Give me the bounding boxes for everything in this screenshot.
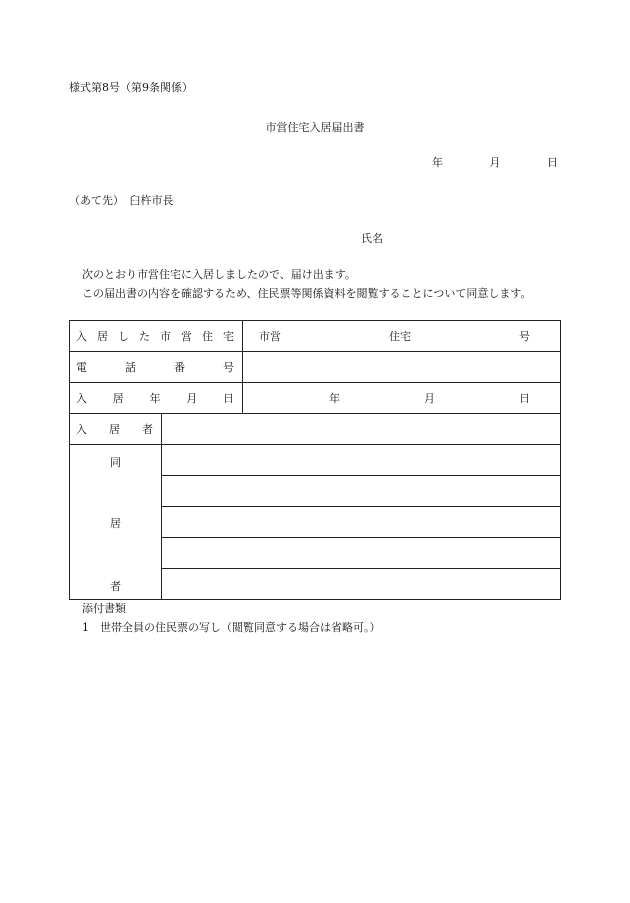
date-line [432,156,558,170]
label-char: 月 [186,392,198,405]
move-in-month-label: 月 [424,392,435,405]
housing-building-label: 住宅 [389,330,411,343]
label-char: 居 [112,392,124,405]
label-char: 居 [109,423,120,436]
document-title: 市営住宅入居届出書 [265,121,365,134]
label-char: 市 [160,330,171,343]
label-char: 営 [181,330,192,343]
cohabitant-value-cell[interactable] [162,445,561,476]
housing-value-cell[interactable] [243,321,561,352]
table-row-resident [70,414,561,445]
cohabitant-value-cell[interactable] [162,569,561,600]
date-month-label: 月 [489,156,501,169]
label-char: 話 [125,361,136,374]
label-char: 年 [149,392,161,405]
label-char: 者 [110,580,121,593]
label-char: 入 [76,392,87,405]
phone-label-cell [70,352,243,383]
label-char: 居 [110,517,121,530]
cohabitant-value-cell[interactable] [162,507,561,538]
move-in-date-label-cell [70,383,243,414]
attachment-item: 1 世帯全員の住民票の写し（閲覧同意する場合は省略可。） [82,621,381,634]
cohabitant-value-cell[interactable] [162,476,561,507]
move-in-year-label: 年 [329,392,340,405]
move-in-date-value-cell[interactable] [243,383,561,414]
cohabitant-label-cell [70,445,162,600]
applicant-name-label: 氏名 [361,232,383,245]
label-char: 宅 [223,330,234,343]
label-char: 者 [142,423,153,436]
label-char: し [118,330,129,343]
label-char: 番 [174,361,185,374]
form-number: 様式第8号（第9条関係） [69,81,193,94]
housing-city-label: 市営 [259,330,281,343]
body-paragraph-1: 次のとおり市営住宅に入居しましたので、届け出ます。 [82,268,356,281]
label-char: た [139,330,150,343]
housing-number-label: 号 [519,330,530,343]
table-row-housing [70,321,561,352]
resident-label-cell [70,414,162,445]
label-char: 電 [76,361,87,374]
label-char: 居 [97,330,108,343]
cohabitant-value-cell[interactable] [162,538,561,569]
body-paragraph-2: この届出書の内容を確認するため、住民票等関係資料を閲覧することについて同意します。 [82,287,532,300]
resident-value-cell[interactable] [162,414,561,445]
label-char: 入 [76,423,87,436]
label-char: 同 [110,456,121,469]
label-char: 入 [76,330,87,343]
move-in-day-label: 日 [519,392,530,405]
date-year-label: 年 [432,156,443,169]
attachments-heading: 添付書類 [82,602,126,615]
label-char: 日 [223,392,234,405]
table-row-phone [70,352,561,383]
addressee: （あて先） 臼杵市長 [69,194,174,207]
table-row-move-in-date [70,383,561,414]
label-char: 号 [223,361,234,374]
label-char: 住 [202,330,213,343]
phone-value-cell[interactable] [243,352,561,383]
housing-label-cell [70,321,243,352]
date-day-label: 日 [547,156,558,169]
table-row-cohabitant [70,445,561,476]
notification-table [69,320,561,600]
